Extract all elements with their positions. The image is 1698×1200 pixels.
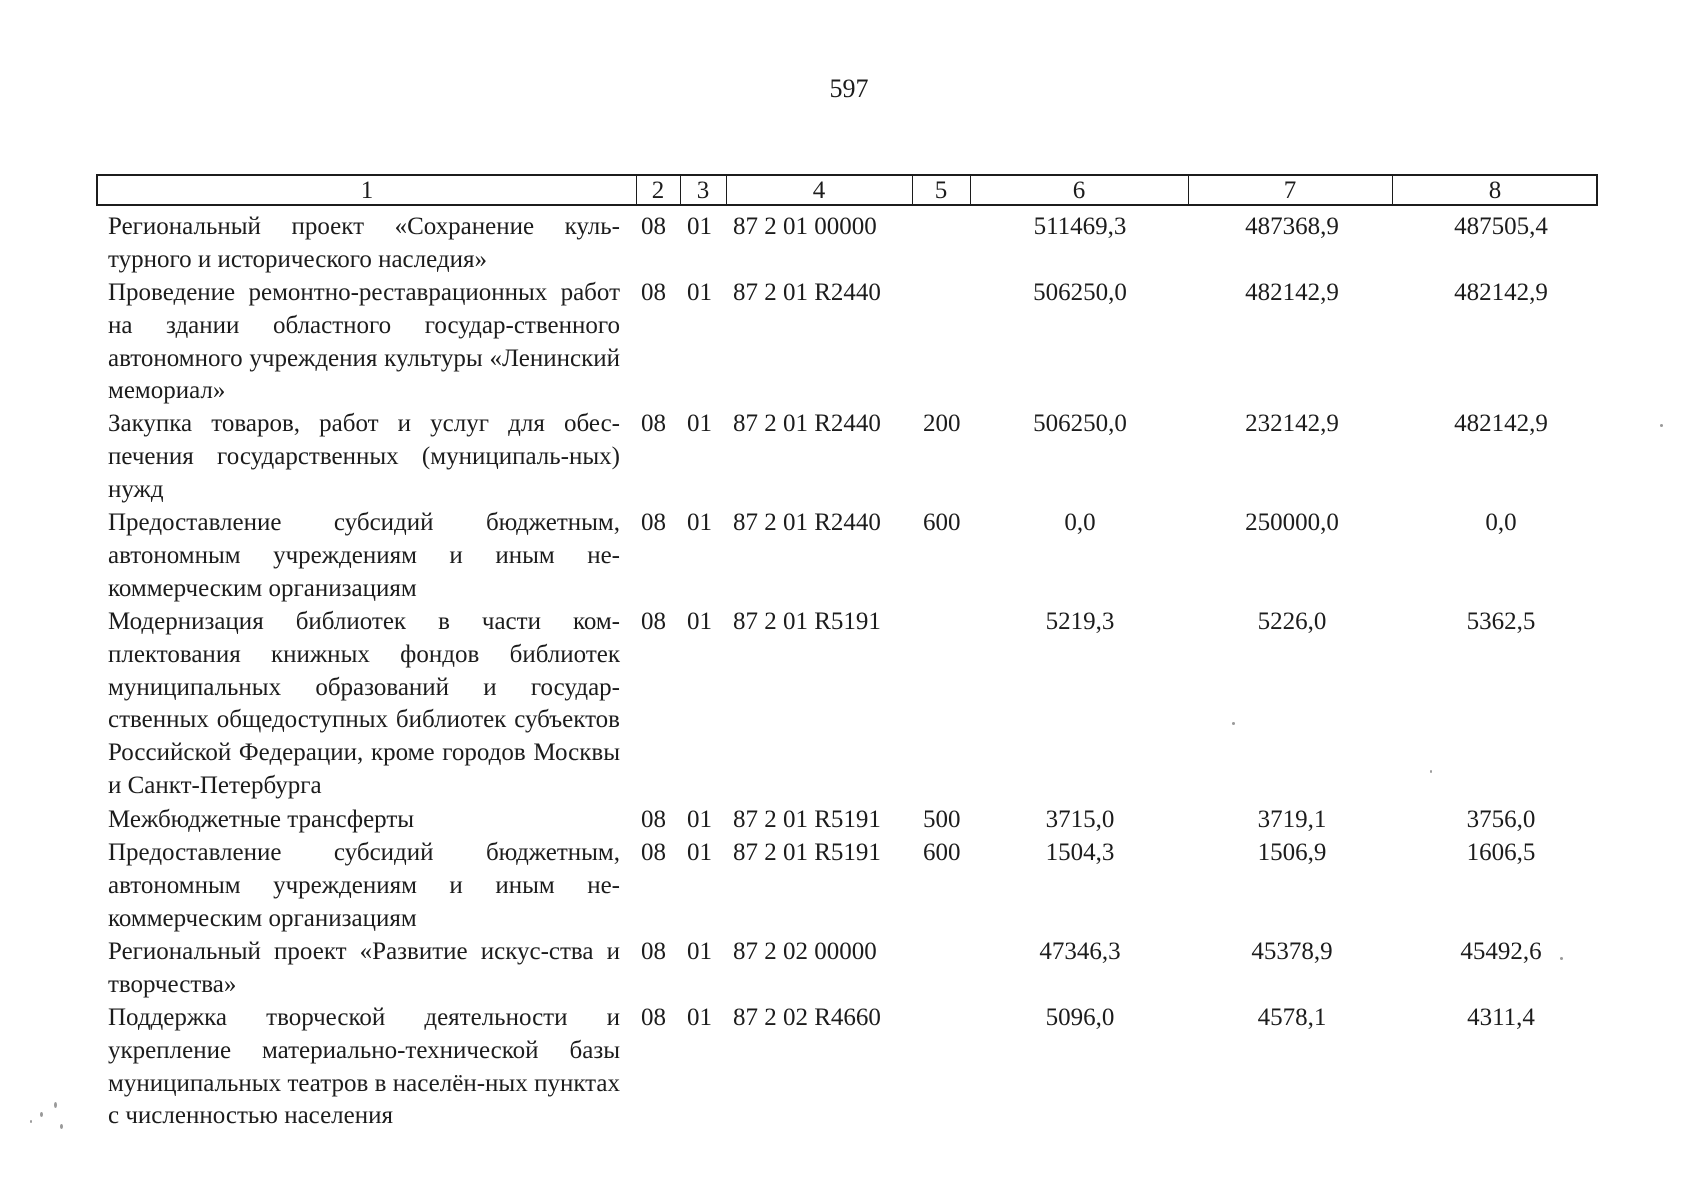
header-col-6: 6 <box>1072 177 1086 204</box>
row-col-7: 487368,9 <box>1245 213 1339 240</box>
row-name: Поддержка творческой деятельности и укрепление материально-технической базы муниципальных театров в населён-ных пунктах с численностью населения <box>108 1004 620 1130</box>
row-name: Региональный проект «Развитие искус-ства и творчества» <box>108 938 620 998</box>
row-col-3: 01 <box>687 213 712 240</box>
scan-speck <box>60 1124 63 1129</box>
header-col-8: 8 <box>1488 177 1502 204</box>
row-col-2: 08 <box>641 279 666 306</box>
row-col-7: 250000,0 <box>1245 509 1339 536</box>
row-col-8: 4311,4 <box>1467 1004 1535 1031</box>
row-col-4: 87 2 01 00000 <box>733 213 877 240</box>
scan-speck <box>54 1102 57 1108</box>
row-col-3: 01 <box>687 410 712 437</box>
scan-speck <box>1430 770 1432 773</box>
row-col-6: 5096,0 <box>1045 1004 1115 1031</box>
row-col-3: 01 <box>687 938 712 965</box>
row-col-6: 47346,3 <box>1039 938 1121 965</box>
row-col-6: 506250,0 <box>1033 410 1127 437</box>
row-col-8: 482142,9 <box>1454 410 1548 437</box>
row-col-4: 87 2 01 R5191 <box>733 608 881 635</box>
row-col-2: 08 <box>641 509 666 536</box>
row-col-7: 3719,1 <box>1257 806 1327 833</box>
row-col-6: 5219,3 <box>1045 608 1115 635</box>
header-col-3: 3 <box>696 177 710 204</box>
row-col-7: 232142,9 <box>1245 410 1339 437</box>
row-col-7: 5226,0 <box>1257 608 1327 635</box>
row-col-4: 87 2 01 R2440 <box>733 509 881 536</box>
header-col-7: 7 <box>1283 177 1297 204</box>
row-col-6: 511469,3 <box>1033 213 1127 240</box>
header-col-1: 1 <box>360 177 374 204</box>
row-col-7: 1506,9 <box>1257 839 1327 866</box>
row-col-6: 0,0 <box>1064 509 1096 536</box>
row-col-8: 3756,0 <box>1466 806 1536 833</box>
scan-speck <box>1660 424 1663 427</box>
row-col-4: 87 2 02 R4660 <box>733 1004 881 1031</box>
row-col-5: 200 <box>923 410 961 437</box>
header-col-5: 5 <box>934 177 948 204</box>
row-col-4: 87 2 01 R5191 <box>733 839 881 866</box>
row-col-2: 08 <box>641 1004 666 1031</box>
row-col-3: 01 <box>687 806 712 833</box>
row-name: Региональный проект «Сохранение куль-турного и исторического наследия» <box>108 213 620 273</box>
scan-speck <box>40 1112 43 1117</box>
row-col-4: 87 2 01 R2440 <box>733 410 881 437</box>
table-header <box>96 174 1598 206</box>
row-col-3: 01 <box>687 608 712 635</box>
row-name: Закупка товаров, работ и услуг для обес-печения государственных (муниципаль-ных) нужд <box>108 410 620 503</box>
row-col-7: 45378,9 <box>1251 938 1333 965</box>
row-col-2: 08 <box>641 608 666 635</box>
row-name: Межбюджетные трансферты <box>108 806 415 833</box>
row-col-8: 0,0 <box>1485 509 1517 536</box>
row-col-3: 01 <box>687 1004 712 1031</box>
row-col-5: 600 <box>923 509 961 536</box>
row-col-4: 87 2 02 00000 <box>733 938 877 965</box>
row-col-6: 506250,0 <box>1033 279 1127 306</box>
scan-speck <box>1560 957 1563 960</box>
row-col-8: 487505,4 <box>1454 213 1548 240</box>
row-col-6: 1504,3 <box>1045 839 1115 866</box>
row-name: Предоставление субсидий бюджетным, автономным учреждениям и иным не-коммерческим организациям <box>108 839 620 932</box>
row-col-3: 01 <box>687 839 712 866</box>
header-col-4: 4 <box>812 177 826 204</box>
row-col-3: 01 <box>687 509 712 536</box>
row-col-5: 500 <box>923 806 961 833</box>
row-col-8: 5362,5 <box>1466 608 1536 635</box>
row-col-2: 08 <box>641 839 666 866</box>
scan-speck <box>1232 722 1235 725</box>
row-name: Проведение ремонтно-реставрационных работ на здании областного государ-ственного автономного учреждения культуры «Ленинский мемориал» <box>108 279 620 405</box>
row-name: Предоставление субсидий бюджетным, автономным учреждениям и иным не-коммерческим организациям <box>108 509 620 602</box>
row-col-6: 3715,0 <box>1045 806 1115 833</box>
row-col-4: 87 2 01 R2440 <box>733 279 881 306</box>
row-col-2: 08 <box>641 410 666 437</box>
row-col-5: 600 <box>923 839 961 866</box>
row-col-7: 482142,9 <box>1245 279 1339 306</box>
row-name: Модернизация библиотек в части ком-плектования книжных фондов библиотек муниципальных образований и государ-ственных общедоступных библиотек субъектов Российской Федерации, кроме городов Москвы и Санкт-Петербурга <box>108 608 620 799</box>
row-col-2: 08 <box>641 213 666 240</box>
row-col-2: 08 <box>641 938 666 965</box>
row-col-8: 1606,5 <box>1466 839 1536 866</box>
row-col-8: 482142,9 <box>1454 279 1548 306</box>
row-col-7: 4578,1 <box>1257 1004 1327 1031</box>
row-col-4: 87 2 01 R5191 <box>733 806 881 833</box>
row-col-2: 08 <box>641 806 666 833</box>
page-number: 597 <box>829 74 869 103</box>
row-col-3: 01 <box>687 279 712 306</box>
scan-speck <box>30 1120 32 1123</box>
row-col-8: 45492,6 <box>1460 938 1542 965</box>
header-col-2: 2 <box>651 177 665 204</box>
